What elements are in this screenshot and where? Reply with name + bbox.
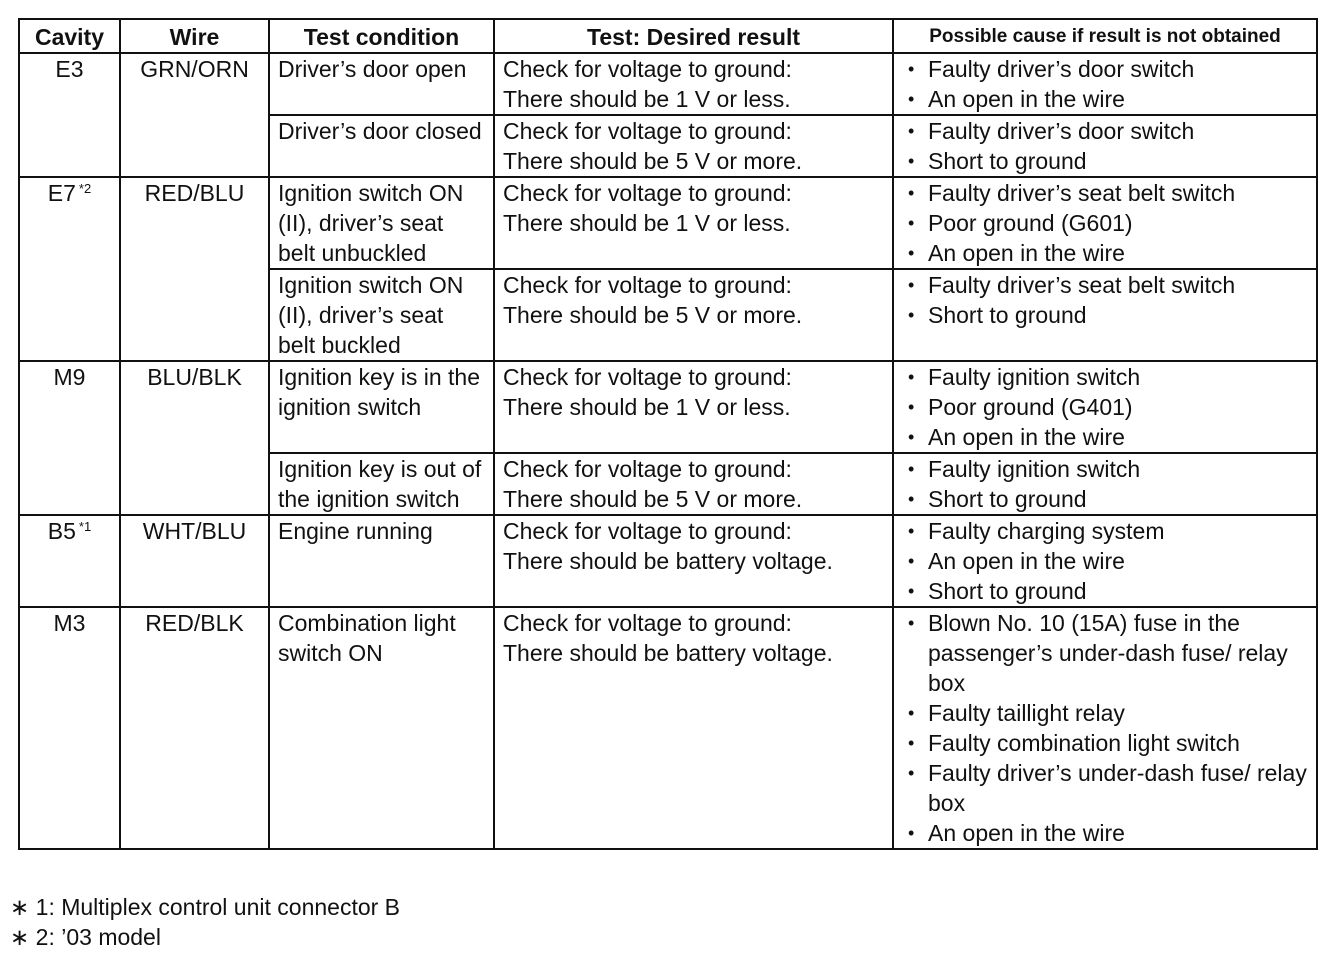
- cavity-cell: [19, 177, 120, 361]
- cavity-label: E7: [47, 180, 76, 206]
- cause-item: • An open in the wire: [902, 546, 1308, 576]
- cause-item: • An open in the wire: [902, 818, 1308, 848]
- cause-item: • An open in the wire: [902, 84, 1308, 114]
- wire-cell: GRN/ORN: [120, 53, 269, 177]
- cause-item: • Faulty ignition switch: [902, 454, 1308, 484]
- test-condition-cell: Ignition switch ON (II), driver’s seat belt buckled: [269, 269, 494, 361]
- test-condition-cell: Ignition key is in the ignition switch: [269, 361, 494, 453]
- cause-item: • Faulty charging system: [902, 516, 1308, 546]
- header-possible-cause: Possible cause if result is not obtained: [893, 19, 1317, 53]
- cause-item: • Faulty driver’s seat belt switch: [902, 178, 1308, 208]
- cause-list: [902, 178, 1308, 268]
- desired-result-cell: Check for voltage to ground: There should be 1 V or less.: [494, 177, 893, 269]
- cause-item: • An open in the wire: [902, 422, 1308, 452]
- table-row: [19, 361, 1317, 453]
- wire-cell: BLU/BLK: [120, 361, 269, 515]
- table-row: [19, 177, 1317, 269]
- cause-item: • Faulty driver’s door switch: [902, 116, 1308, 146]
- possible-cause-cell: [893, 515, 1317, 607]
- footnote: ∗ 1: Multiplex control unit connector B: [10, 894, 401, 920]
- desired-result-cell: Check for voltage to ground: There should be 5 V or more.: [494, 453, 893, 515]
- cause-item: • Short to ground: [902, 484, 1308, 514]
- cause-item: • Short to ground: [902, 576, 1308, 606]
- desired-result-cell: Check for voltage to ground: There should be battery voltage.: [494, 515, 893, 607]
- cause-item: • Faulty combination light switch: [902, 728, 1308, 758]
- cavity-footnote-mark: *2: [78, 181, 92, 196]
- test-condition-cell: Ignition switch ON (II), driver’s seat belt unbuckled: [269, 177, 494, 269]
- header-row: [19, 19, 1317, 53]
- possible-cause-cell: [893, 269, 1317, 361]
- possible-cause-cell: [893, 53, 1317, 115]
- header-cavity: Cavity: [19, 19, 120, 53]
- possible-cause-cell: [893, 115, 1317, 177]
- footnote: ∗ 2: ’03 model: [10, 924, 161, 950]
- cause-item: • Poor ground (G601): [902, 208, 1308, 238]
- possible-cause-cell: [893, 453, 1317, 515]
- circuit-test-table: [18, 18, 1318, 850]
- desired-result-cell: Check for voltage to ground: There should be battery voltage.: [494, 607, 893, 849]
- desired-result-cell: Check for voltage to ground: There should be 5 V or more.: [494, 269, 893, 361]
- test-condition-cell: Engine running: [269, 515, 494, 607]
- header-wire: Wire: [120, 19, 269, 53]
- cause-item: • Poor ground (G401): [902, 392, 1308, 422]
- test-condition-cell: Combination light switch ON: [269, 607, 494, 849]
- cavity-cell: [19, 361, 120, 515]
- cause-item: • Faulty driver’s seat belt switch: [902, 270, 1308, 300]
- cavity-footnote-mark: *1: [78, 519, 92, 534]
- cavity-label: B5: [47, 518, 76, 544]
- cause-list: [902, 54, 1308, 114]
- cause-list: [902, 362, 1308, 452]
- table-row: [19, 607, 1317, 849]
- cause-list: [902, 454, 1308, 514]
- cause-list: [902, 516, 1308, 606]
- table-row: [19, 53, 1317, 115]
- cavity-label: M3: [53, 610, 86, 636]
- wire-cell: WHT/BLU: [120, 515, 269, 607]
- possible-cause-cell: [893, 361, 1317, 453]
- cause-item: • Short to ground: [902, 146, 1308, 176]
- test-condition-cell: Driver’s door open: [269, 53, 494, 115]
- cause-list: [902, 270, 1308, 330]
- test-condition-cell: Ignition key is out of the ignition switch: [269, 453, 494, 515]
- cause-item: • Faulty driver’s under-dash fuse/ relay box: [902, 758, 1308, 818]
- cause-list: [902, 116, 1308, 176]
- cause-item: • Blown No. 10 (15A) fuse in the passenger’s under-dash fuse/ relay box: [902, 608, 1308, 698]
- possible-cause-cell: [893, 177, 1317, 269]
- cavity-label: M9: [53, 364, 86, 390]
- cause-item: • An open in the wire: [902, 238, 1308, 268]
- header-desired-result: Test: Desired result: [494, 19, 893, 53]
- wire-cell: RED/BLK: [120, 607, 269, 849]
- desired-result-cell: Check for voltage to ground: There should be 5 V or more.: [494, 115, 893, 177]
- header-test-condition: Test condition: [269, 19, 494, 53]
- test-condition-cell: Driver’s door closed: [269, 115, 494, 177]
- table-header: [19, 19, 1317, 53]
- table-body: [19, 53, 1317, 849]
- wire-cell: RED/BLU: [120, 177, 269, 361]
- footnotes: [10, 892, 400, 952]
- cavity-cell: [19, 515, 120, 607]
- possible-cause-cell: [893, 607, 1317, 849]
- cavity-label: E3: [55, 56, 84, 82]
- desired-result-cell: Check for voltage to ground: There should be 1 V or less.: [494, 361, 893, 453]
- cause-item: • Faulty driver’s door switch: [902, 54, 1308, 84]
- cavity-cell: [19, 607, 120, 849]
- cause-item: • Short to ground: [902, 300, 1308, 330]
- desired-result-cell: Check for voltage to ground: There should be 1 V or less.: [494, 53, 893, 115]
- cavity-cell: [19, 53, 120, 177]
- cause-item: • Faulty ignition switch: [902, 362, 1308, 392]
- cause-list: [902, 608, 1308, 848]
- cause-item: • Faulty taillight relay: [902, 698, 1308, 728]
- table-row: [19, 515, 1317, 607]
